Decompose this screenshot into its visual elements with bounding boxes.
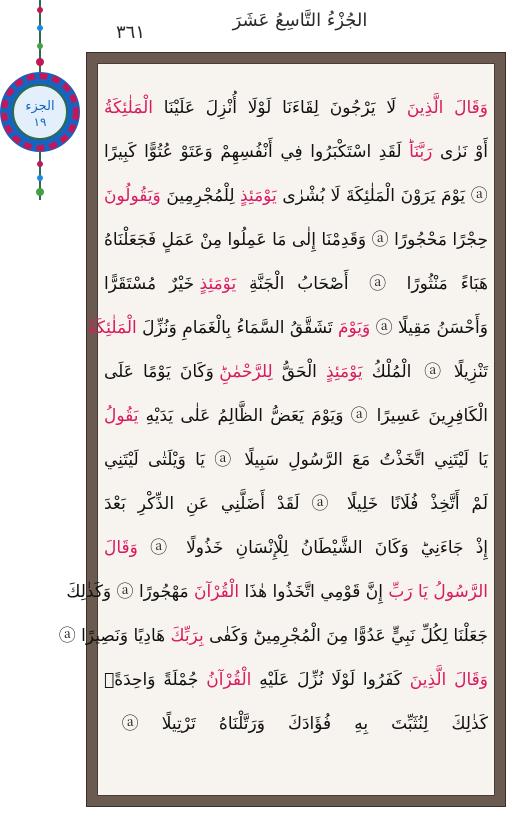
juz-label: الجزء (25, 99, 55, 114)
highlighted-word: وَقَالَ الَّذِينَ (406, 98, 488, 118)
verse-text: تَنْزِيلًا ⓐ الْمُلْكُ (362, 362, 489, 382)
verse-text: جَعَلْنَا لِكُلِّ نَبِيٍّ عَدُوًّا مِنَ الْمُجْرِمِينَؕ وَكَفٰى (203, 626, 488, 646)
page-header (100, 8, 500, 52)
highlighted-word: الْمَلٰئِكَةُ (87, 318, 137, 338)
verse-line (104, 660, 488, 700)
verse-text: لَمْ أَتَّخِذْ فُلَانًا خَلِيلًا ⓐ لَقَدْ أَضَلَّنِي عَنِ الذِّكْرِ بَعْدَ (104, 494, 489, 514)
verse-text: لَقَدِ اسْتَكْبَرُوا فِي أَنْفُسِهِمْ وَعَتَوْ عُتُوًّا كَبِيرًا (104, 142, 410, 162)
verse-text: حِجْرًا مَحْجُورًا ⓐ وَقَدِمْنَا إِلٰى مَا عَمِلُوا مِنْ عَمَلٍ فَجَعَلْنَاهُ (104, 230, 488, 250)
verse-text: مَهْجُورًا ⓐ وَكَذٰلِكَ (66, 582, 194, 602)
verse-text: تَشَقَّقُ السَّمَاءُ بِالْغَمَامِ وَنُزِّلَ (136, 318, 338, 338)
highlighted-word: الْقُرْآنَ (194, 582, 240, 602)
verse-text: كَذٰلِكَ لِنُثَبِّتَ بِهِ فُؤَادَكَ وَرَتَّلْنَاهُ تَرْتِيلًا ⓐ (104, 714, 489, 734)
page-number: ٣٦١ (116, 22, 146, 43)
verse-line (104, 176, 488, 216)
highlighted-word: وَقَالَ الَّذِينَ (409, 670, 488, 690)
verse-line (104, 396, 488, 436)
verse-line (104, 528, 488, 568)
juz-title: الجُزْءُ التَّاسِعُ عَشَرَ (232, 10, 368, 31)
verse-line (66, 572, 488, 612)
verse-line (58, 616, 488, 656)
highlighted-word: لِلرَّحْمٰنِؕ (219, 362, 273, 382)
verse-line (104, 264, 488, 304)
verse-text: لَا يَرْجُونَ لِقَاءَنَا لَوْلَا أُنْزِلَ عَلَيْنَا (153, 98, 407, 118)
verses-area (58, 88, 489, 748)
highlighted-word: رَبَّنَاؕ (409, 142, 433, 162)
verse-text: وَأَحْسَنُ مَقِيلًا ⓐ (370, 318, 488, 338)
highlighted-word: وَيَقُولُونَ (104, 186, 161, 206)
verse-text: لِلْمُجْرِمِينَ (160, 186, 241, 206)
verse-text: كَفَرُوا لَوْلَا نُزِّلَ عَلَيْهِ (251, 670, 410, 690)
verse-text: الْكَافِرِينَ عَسِيرًا ⓐ وَيَوْمَ يَعَضُّ الظَّالِمُ عَلٰى يَدَيْهِ (138, 406, 489, 426)
verse-line (104, 440, 488, 480)
verse-line (87, 308, 488, 348)
verse-text: يَوْمَ يَرَوْنَ الْمَلٰئِكَةَ لَا بُشْرٰى (276, 186, 466, 206)
highlighted-word: يَوْمَئِذٍ (199, 274, 237, 294)
verse-text: هَادِيًا وَنَصِيرًا ⓐ (58, 626, 171, 646)
verse-text: خَيْرٌ مُسْتَقَرًّا (104, 274, 200, 294)
verse-line (104, 88, 488, 128)
highlighted-word: وَقَالَ (104, 538, 138, 558)
verse-text: الْحَقُّ (272, 362, 326, 382)
verse-text: إِذْ جَاءَنِيؕ وَكَانَ الشَّيْطَانُ لِلْإِنْسَانِ خَذُولًا ⓐ (137, 538, 489, 558)
highlighted-word: وَيَوْمَ (338, 318, 371, 338)
highlighted-word: الْقُرْآنُ (206, 670, 252, 690)
highlighted-word: الْمَلٰئِكَةُ (104, 98, 153, 118)
verse-line (104, 704, 488, 744)
verse-text: وَكَانَ يَوْمًا عَلَى (104, 362, 220, 382)
verse-line (104, 132, 488, 172)
highlighted-word: الرَّسُولُ يَا رَبِّ (388, 582, 488, 602)
highlighted-word: يَوْمَئِذٍ (325, 362, 363, 382)
verse-text: أَوْ نَرٰى (432, 142, 488, 162)
juz-ornament (0, 0, 80, 825)
highlighted-word: يَقُولُ (104, 406, 139, 426)
ornament-bead-bottom (36, 161, 44, 196)
highlighted-word: بِرَبِّكَ (170, 626, 204, 646)
verse-text: جُمْلَةً وَاحِدَةًۚ (104, 670, 207, 690)
verse-text: هَبَاءً مَنْثُورًا ⓐ أَصْحَابُ الْجَنَّةِ (236, 274, 488, 294)
verse-line (104, 352, 488, 392)
juz-number: ١٩ (33, 115, 47, 129)
verse-text: ⓐ (465, 186, 488, 206)
verse-line (104, 220, 488, 260)
verse-line (104, 484, 488, 524)
highlighted-word: يَوْمَئِذٍ (240, 186, 277, 206)
verse-text: إِنَّ قَوْمِي اتَّخَذُوا هٰذَا (239, 582, 389, 602)
verse-text: يَا لَيْتَنِي اتَّخَذْتُ مَعَ الرَّسُولِ سَبِيلًا ⓐ يَا وَيْلَتٰى لَيْتَنِي (104, 450, 489, 470)
